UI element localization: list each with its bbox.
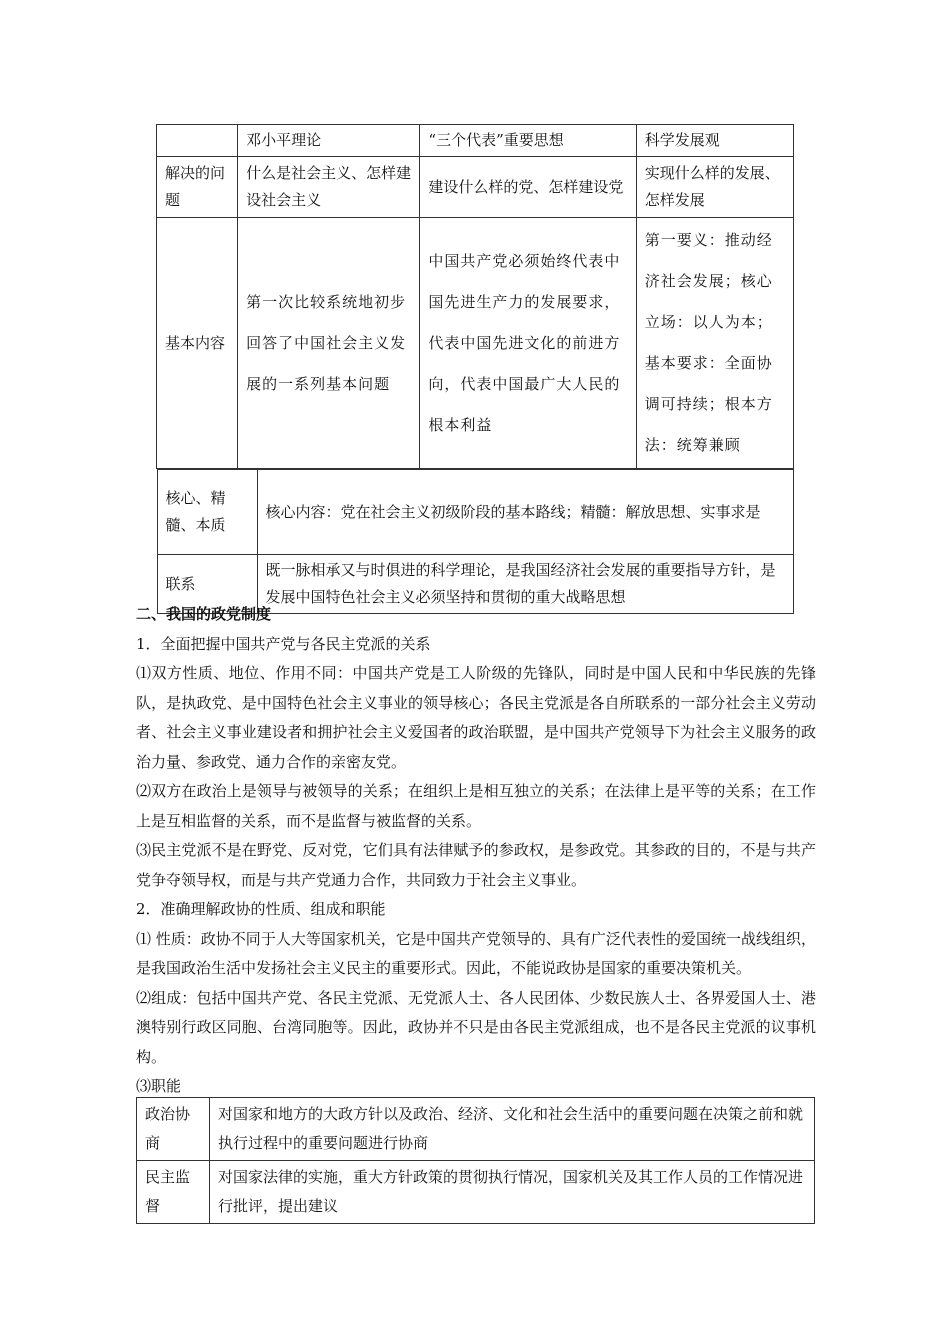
row-label: 基本内容 — [157, 218, 238, 469]
table-cell: 第一次比较系统地初步回答了中国社会主义发展的一系列基本问题 — [238, 218, 420, 469]
row-label: 民主监督 — [137, 1161, 210, 1224]
subsection-title: 2．准确理解政协的性质、组成和职能 — [136, 900, 386, 918]
body-text — [136, 600, 816, 1102]
paragraph: ⑴ 性质：政协不同于人大等国家机关，它是中国共产党领导的、具有广泛代表性的爱国统一战线组织，是我国政治生活中发扬社会主义民主的重要形式。因此，不能说政协是国家的重要决策机关。 — [136, 929, 816, 977]
table-cell: 建设什么样的党、怎样建设党 — [420, 157, 636, 218]
theory-comparison-table — [156, 124, 794, 614]
merged-row-wrapper — [157, 469, 794, 615]
table-header-row — [157, 125, 794, 157]
table-header-cell: 科学发展观 — [636, 125, 793, 157]
cppcc-functions-table — [136, 1097, 815, 1224]
paragraph: ⑶职能 — [136, 1077, 182, 1095]
table-row — [137, 1098, 815, 1161]
row-label: 解决的问题 — [157, 157, 238, 218]
paragraph: ⑶民主党派不是在野党、反对党，它们具有法律赋予的参政权，是参政党。其参政的目的，不是与共产党争夺领导权，而是与共产党通力合作，共同致力于社会主义事业。 — [136, 841, 816, 889]
table-header-cell: “三个代表”重要思想 — [420, 125, 636, 157]
merged-row-table — [157, 469, 794, 614]
row-label: 政治协商 — [137, 1098, 210, 1161]
table-row — [157, 470, 793, 555]
table-header-cell: 邓小平理论 — [238, 125, 420, 157]
row-label: 核心、精髓、本质 — [157, 470, 257, 555]
table-cell: 既一脉相承又与时俱进的科学理论，是我国经济社会发展的重要指导方针，是发展中国特色社会主义必须坚持和贯彻的重大战略思想 — [257, 555, 793, 614]
paragraph: ⑵双方在政治上是领导与被领导的关系；在组织上是相互独立的关系；在法律上是平等的关系；在工作上是互相监督的关系，而不是监督与被监督的关系。 — [136, 782, 816, 830]
table-cell: 什么是社会主义、怎样建设社会主义 — [238, 157, 420, 218]
section-title: 二、我国的政党制度 — [136, 605, 272, 623]
table-cell: 对国家法律的实施，重大方针政策的贯彻执行情况，国家机关及其工作人员的工作情况进行批评，提出建议 — [210, 1161, 815, 1224]
table-row — [157, 157, 794, 218]
subsection-title: 1．全面把握中国共产党与各民主党派的关系 — [136, 634, 431, 653]
table-header-cell — [157, 125, 238, 157]
table-cell: 实现什么样的发展、怎样发展 — [636, 157, 793, 218]
table-cell: 第一要义：推动经济社会发展；核心立场：以人为本；基本要求：全面协调可持续；根本方法：统筹兼顾 — [636, 218, 793, 469]
table-row — [137, 1161, 815, 1224]
table-row — [157, 469, 794, 615]
paragraph: ⑴双方性质、地位、作用不同：中国共产党是工人阶级的先锋队，同时是中国人民和中华民族的先锋队，是执政党、是中国特色社会主义事业的领导核心；各民主党派是各自所联系的一部分社会主义劳动者、社会主义事业建设者和拥护社会主义爱国者的政治联盟，是中国共产党领导下为社会主义服务的政治力量、参政党、通力合作的亲密友党。 — [136, 664, 816, 771]
paragraph: ⑵组成：包括中国共产党、各民主党派、无党派人士、各人民团体、少数民族人士、各界爱国人士、港澳特别行政区同胞、台湾同胞等。因此，政协并不只是由各民主党派组成，也不是各民主党派的议事机构。 — [136, 988, 816, 1066]
row-label: 联系 — [157, 555, 257, 614]
table-cell: 核心内容：党在社会主义初级阶段的基本路线；精髓：解放思想、实事求是 — [257, 470, 793, 555]
table-row — [157, 218, 794, 469]
table-cell: 对国家和地方的大政方针以及政治、经济、文化和社会生活中的重要问题在决策之前和就执行过程中的重要问题进行协商 — [210, 1098, 815, 1161]
table-cell: 中国共产党必须始终代表中国先进生产力的发展要求，代表中国先进文化的前进方向，代表中国最广大人民的根本利益 — [420, 218, 636, 469]
